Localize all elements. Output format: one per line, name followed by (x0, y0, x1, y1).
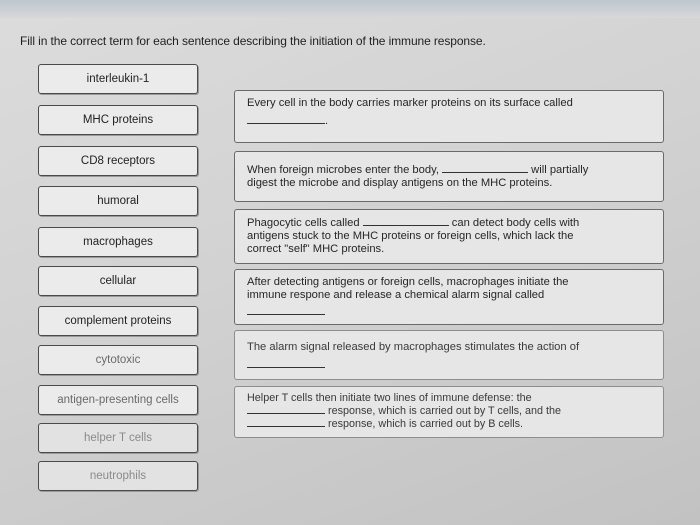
sentence-box-6 (234, 386, 664, 438)
sentence-5-text: The alarm signal released by macrophages stimulates the action of (247, 341, 580, 353)
term-card-neutrophils[interactable]: neutrophils (38, 461, 198, 491)
sentence-box-2 (234, 151, 664, 202)
sentence-2-text-after: will partially (531, 164, 589, 176)
sentence-3-line-3: correct "self" MHC proteins. (247, 243, 385, 255)
sentence-box-1 (234, 90, 664, 143)
term-card-interleukin-1[interactable]: interleukin-1 (38, 64, 198, 94)
term-card-mhc-proteins[interactable]: MHC proteins (38, 105, 198, 135)
sentence-1-period: . (325, 115, 329, 127)
answer-blank-4[interactable] (247, 305, 325, 315)
answer-blank-6[interactable] (247, 404, 325, 414)
sentence-6-line-3: response, which is carried out by B cells. (328, 418, 524, 430)
sentence-1-text: Every cell in the body carries marker proteins on its surface called (247, 97, 573, 109)
term-card-cd8-receptors[interactable]: CD8 receptors (38, 146, 198, 176)
term-card-complement-proteins[interactable]: complement proteins (38, 306, 198, 336)
sentence-3-text-start: Phagocytic cells called (247, 217, 360, 229)
sentence-2-text-start: When foreign microbes enter the body, (247, 164, 439, 176)
sentence-2-line-2: digest the microbe and display antigens on the MHC proteins. (247, 177, 553, 189)
term-card-helper-t-cells[interactable]: helper T cells (38, 423, 198, 453)
sentence-box-5 (234, 330, 664, 380)
sentence-6-line-2: response, which is carried out by T cells, and the (328, 405, 562, 417)
answer-blank-2[interactable] (442, 163, 528, 173)
answer-blank-1[interactable] (247, 114, 325, 124)
sentence-3-line-2: antigens stuck to the MHC proteins or foreign cells, which lack the (247, 230, 574, 242)
instructions-text: Fill in the correct term for each sentence describing the initiation of the immune response. (20, 34, 486, 48)
sentence-3-text-after: can detect body cells with (451, 217, 580, 229)
term-card-macrophages[interactable]: macrophages (38, 227, 198, 257)
window-top-strip (0, 0, 700, 18)
term-card-cellular[interactable]: cellular (38, 266, 198, 296)
term-card-antigen-presenting-cells[interactable]: antigen-presenting cells (38, 385, 198, 415)
term-card-humoral[interactable]: humoral (38, 186, 198, 216)
sentence-box-3 (234, 209, 664, 264)
sentence-4-line-2: immune respone and release a chemical alarm signal called (247, 289, 545, 301)
answer-blank-7[interactable] (247, 417, 325, 427)
sentence-4-line-1: After detecting antigens or foreign cells, macrophages initiate the (247, 276, 569, 288)
sentence-box-4 (234, 269, 664, 325)
term-card-cytotoxic[interactable]: cytotoxic (38, 345, 198, 375)
answer-blank-5[interactable] (247, 358, 325, 368)
sentence-6-line-1: Helper T cells then initiate two lines of immune defense: the (247, 392, 532, 404)
answer-blank-3[interactable] (363, 216, 449, 226)
